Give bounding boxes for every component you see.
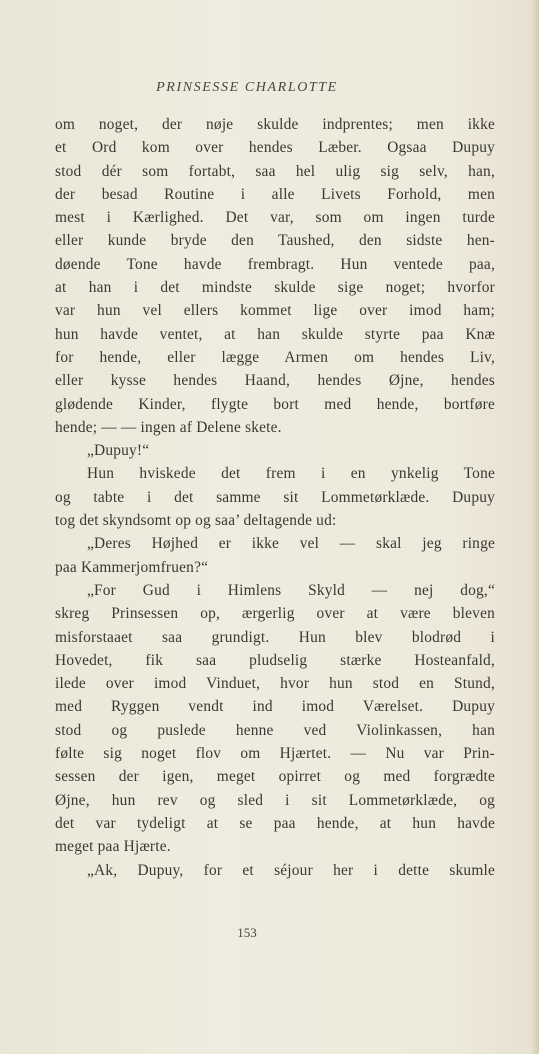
text-line: der besad Routine i alle Livets Forhold, men bbox=[55, 185, 495, 203]
text-line: eller kysse hendes Haand, hendes Øjne, hendes bbox=[55, 372, 495, 390]
text-line: og tabte i det samme sit Lommetørklæde. Dupuy bbox=[55, 488, 495, 506]
text-line: meget paa Hjærte. bbox=[55, 838, 171, 856]
running-header: PRINSESSE CHARLOTTE bbox=[156, 80, 338, 95]
text-line: sessen der igen, meget opirret og med forgrædte bbox=[55, 768, 495, 786]
text-line: at han i det mindste skulde sige noget; hvorfor bbox=[55, 279, 495, 297]
text-line: mest i Kærlighed. Det var, som om ingen turde bbox=[55, 209, 495, 227]
text-line: for hende, eller lægge Armen om hendes Liv, bbox=[55, 348, 495, 366]
text-line: døende Tone havde frembragt. Hun ventede paa, bbox=[55, 255, 495, 273]
text-line: stod dér som fortabt, saa hel ulig sig selv, han, bbox=[55, 162, 495, 180]
text-line: hende; — — ingen af Delene skete. bbox=[55, 418, 282, 436]
text-line: Hun hviskede det frem i en ynkelig Tone bbox=[87, 465, 495, 483]
text-line: Øjne, hun rev og sled i sit Lommetørklæde, og bbox=[55, 791, 495, 809]
text-line: tog det skyndsomt op og saa’ deltagende ud: bbox=[55, 512, 337, 530]
text-line: det var tydeligt at se paa hende, at hun havde bbox=[55, 814, 495, 832]
text-line: eller kunde bryde den Taushed, den sidste hen- bbox=[55, 232, 495, 250]
text-line: glødende Kinder, flygte bort med hende, bortføre bbox=[55, 395, 495, 413]
text-line: „Ak, Dupuy, for et séjour her i dette skumle bbox=[87, 861, 495, 879]
text-line: hun havde ventet, at han skulde styrte paa Knæ bbox=[55, 325, 495, 343]
text-line: „Deres Højhed er ikke vel — skal jeg ringe bbox=[87, 535, 495, 553]
page-edge-shadow bbox=[531, 0, 539, 1054]
text-line: var hun vel ellers kommet lige over imod ham; bbox=[55, 302, 495, 320]
text-line: følte sig noget flov om Hjærtet. — Nu var Prin- bbox=[55, 745, 495, 763]
page-number: 153 bbox=[237, 925, 257, 940]
text-line: om noget, der nøje skulde indprentes; men ikke bbox=[55, 116, 495, 133]
text-line: misforstaaet saa grundigt. Hun blev blodrød i bbox=[55, 628, 495, 646]
text-line: „For Gud i Himlens Skyld — nej dog,“ bbox=[87, 581, 495, 599]
text-line: stod og puslede henne ved Violinkassen, han bbox=[55, 721, 495, 739]
text-line: et Ord kom over hendes Læber. Ogsaa Dupuy bbox=[55, 139, 495, 157]
text-line: med Ryggen vendt ind imod Værelset. Dupuy bbox=[55, 698, 495, 716]
body-text bbox=[55, 113, 495, 882]
text-line: „Dupuy!“ bbox=[87, 442, 150, 460]
text-line: ilede over imod Vinduet, hvor hun stod en Stund, bbox=[55, 675, 495, 693]
text-line: Hovedet, fik saa pludselig stærke Hosteanfald, bbox=[55, 651, 495, 669]
text-line: skreg Prinsessen op, ærgerlig over at være bleven bbox=[55, 605, 495, 623]
text-line: paa Kammerjomfruen?“ bbox=[55, 558, 209, 576]
